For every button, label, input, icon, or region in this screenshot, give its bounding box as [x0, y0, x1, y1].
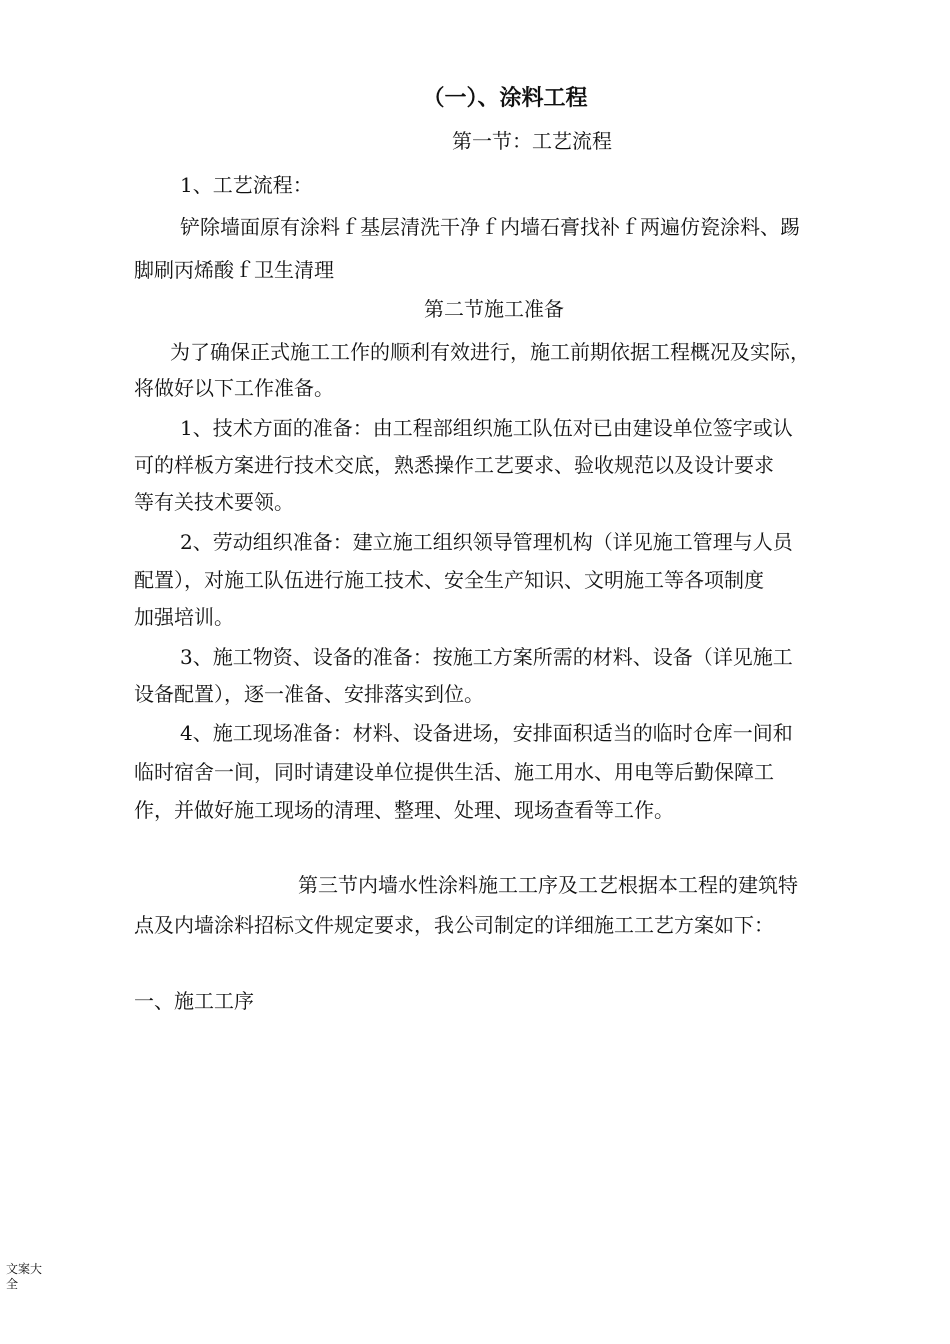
- site-prep-line-2: 临时宿舍一间，同时请建设单位提供生活、施工用水、用电等后勤保障工: [134, 760, 774, 784]
- site-prep-line-1: 4、施工现场准备：材料、设备进场，安排面积适当的临时仓库一间和: [180, 721, 793, 745]
- item1-heading: 1、工艺流程：: [180, 173, 313, 197]
- tech-prep-line-3: 等有关技术要领。: [134, 490, 294, 514]
- process-line-2: 脚刷丙烯酸ｆ卫生清理: [134, 258, 334, 282]
- tech-prep-line-1: 1、技术方面的准备：由工程部组织施工队伍对已由建设单位签字或认: [180, 416, 793, 440]
- intro-line-1: 为了确保正式施工工作的顺利有效进行，施工前期依据工程概况及实际，: [170, 340, 810, 364]
- footer-note: 文案大全: [6, 1262, 43, 1291]
- labor-prep-line-1: 2、劳动组织准备：建立施工组织领导管理机构（详见施工管理与人员: [180, 530, 793, 554]
- section3-line-2: 点及内墙涂料招标文件规定要求，我公司制定的详细施工工艺方案如下：: [134, 913, 774, 937]
- process-line-1: 铲除墙面原有涂料ｆ基层清洗干净ｆ内墙石膏找补ｆ两遍仿瓷涂料、踢: [180, 215, 800, 239]
- labor-prep-line-3: 加强培训。: [134, 605, 234, 629]
- intro-line-2: 将做好以下工作准备。: [134, 376, 334, 400]
- section1-heading: 第一节：工艺流程: [452, 129, 612, 153]
- labor-prep-line-2: 配置），对施工队伍进行施工技术、安全生产知识、文明施工等各项制度: [134, 568, 764, 592]
- material-prep-line-1: 3、施工物资、设备的准备：按施工方案所需的材料、设备（详见施工: [180, 645, 793, 669]
- document-title: （一）、涂料工程: [422, 86, 588, 111]
- section2-heading: 第二节施工准备: [424, 297, 564, 321]
- section3-line-1: 第三节内墙水性涂料施工工序及工艺根据本工程的建筑特: [298, 873, 798, 897]
- tech-prep-line-2: 可的样板方案进行技术交底，熟悉操作工艺要求、验收规范以及设计要求: [134, 453, 774, 477]
- site-prep-line-3: 作，并做好施工现场的清理、整理、处理、现场查看等工作。: [134, 798, 674, 822]
- subsection-construction-sequence: 一、施工工序: [134, 989, 254, 1013]
- material-prep-line-2: 设备配置），逐一准备、安排落实到位。: [134, 682, 484, 706]
